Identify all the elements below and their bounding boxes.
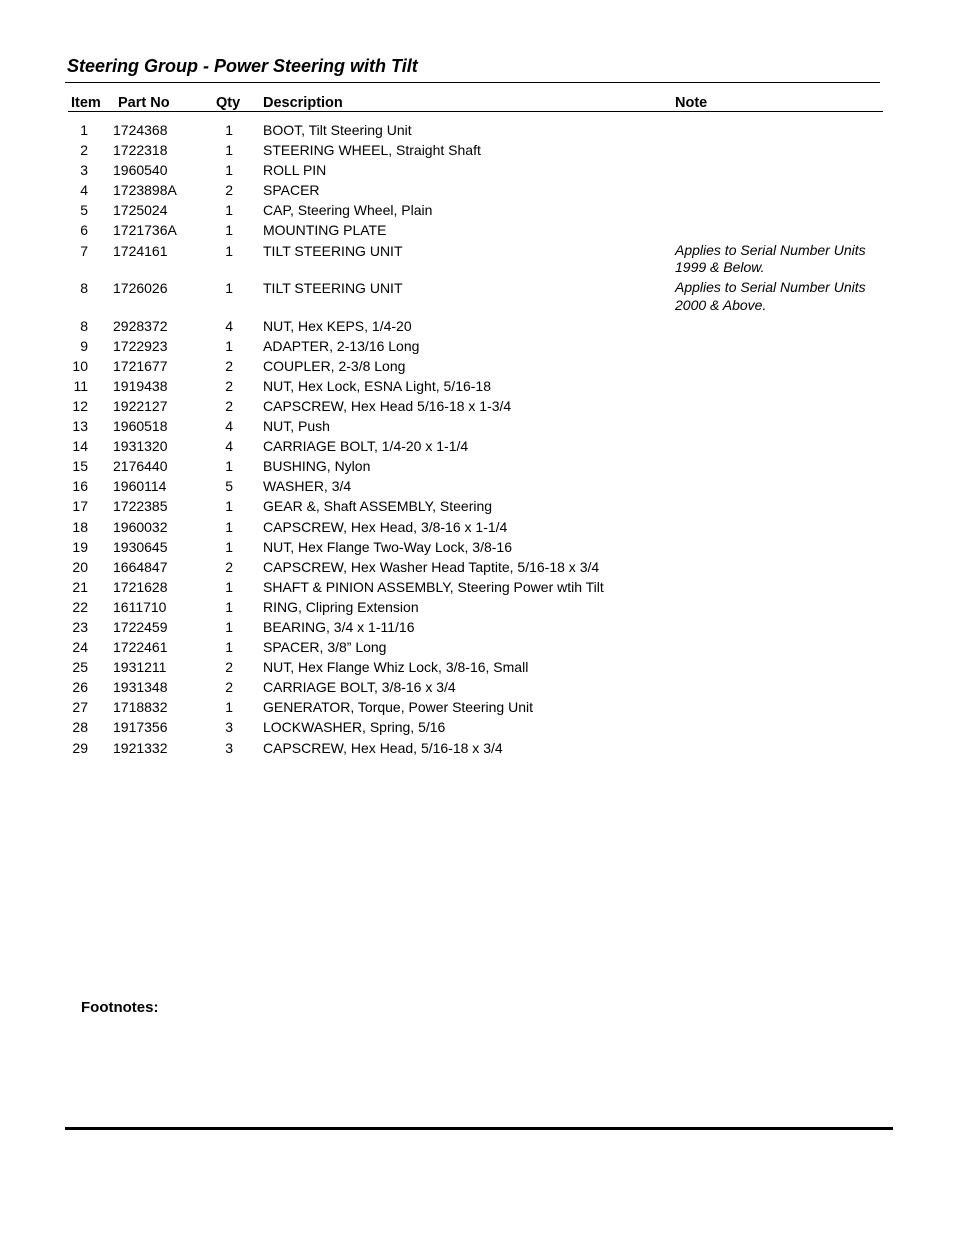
cell-note: Applies to Serial Number Units 2000 & Above. — [675, 279, 866, 313]
cell-item: 8 — [80, 317, 88, 334]
cell-part-no: 2928372 — [113, 317, 168, 334]
cell-description: CAPSCREW, Hex Head 5/16-18 x 1-3/4 — [263, 397, 512, 414]
cell-qty: 2 — [225, 679, 233, 696]
cell-item: 24 — [72, 639, 88, 656]
cell-qty: 3 — [225, 719, 233, 736]
header-qty: Qty — [216, 95, 241, 111]
cell-qty: 3 — [225, 739, 233, 756]
cell-description: SHAFT & PINION ASSEMBLY, Steering Power wtih Tilt — [263, 578, 604, 595]
cell-description: CARRIAGE BOLT, 1/4-20 x 1-1/4 — [263, 438, 469, 455]
cell-description: CAP, Steering Wheel, Plain — [263, 202, 433, 219]
table-row — [0, 337, 954, 357]
cell-part-no: 1725024 — [113, 202, 168, 219]
table-row — [0, 141, 954, 161]
cell-qty: 1 — [225, 242, 233, 259]
cell-qty: 1 — [225, 280, 233, 297]
cell-qty: 1 — [225, 337, 233, 354]
cell-qty: 1 — [225, 598, 233, 615]
table-row — [0, 658, 954, 678]
cell-description: BOOT, Tilt Steering Unit — [263, 122, 412, 138]
cell-part-no: 1960540 — [113, 162, 168, 179]
cell-description: NUT, Push — [263, 418, 330, 435]
cell-description: CARRIAGE BOLT, 3/8-16 x 3/4 — [263, 679, 456, 696]
cell-item: 9 — [80, 337, 88, 354]
bottom-rule — [65, 1127, 893, 1130]
cell-description: STEERING WHEEL, Straight Shaft — [263, 142, 481, 159]
cell-description: NUT, Hex Flange Two-Way Lock, 3/8-16 — [263, 538, 512, 555]
cell-qty: 1 — [225, 202, 233, 219]
cell-qty: 1 — [225, 162, 233, 179]
cell-description: ADAPTER, 2-13/16 Long — [263, 337, 420, 354]
cell-qty: 1 — [225, 498, 233, 515]
cell-qty: 2 — [225, 558, 233, 575]
cell-description: RING, Clipring Extension — [263, 598, 419, 615]
cell-part-no: 1917356 — [113, 719, 168, 736]
table-row — [0, 477, 954, 497]
cell-item: 18 — [72, 518, 88, 535]
cell-item: 2 — [80, 142, 88, 159]
cell-qty: 1 — [225, 618, 233, 635]
cell-part-no: 1921332 — [113, 739, 168, 756]
cell-description: SPACER, 3/8” Long — [263, 639, 387, 656]
cell-part-no: 1722461 — [113, 639, 168, 656]
header-part-no: Part No — [118, 95, 170, 111]
cell-qty: 1 — [225, 518, 233, 535]
cell-qty: 1 — [225, 538, 233, 555]
cell-part-no: 2176440 — [113, 458, 168, 475]
cell-part-no: 1664847 — [113, 558, 168, 575]
table-row — [0, 638, 954, 658]
cell-part-no: 1931348 — [113, 679, 168, 696]
parts-table — [0, 121, 954, 759]
cell-description: LOCKWASHER, Spring, 5/16 — [263, 719, 446, 736]
cell-item: 29 — [72, 739, 88, 756]
cell-part-no: 1931320 — [113, 438, 168, 455]
cell-part-no: 1722318 — [113, 142, 168, 159]
cell-note: Applies to Serial Number Units 1999 & Below. — [675, 241, 866, 276]
cell-item: 23 — [72, 618, 88, 635]
cell-qty: 1 — [225, 142, 233, 159]
table-row — [0, 161, 954, 181]
cell-qty: 2 — [225, 357, 233, 374]
cell-part-no: 1722923 — [113, 337, 168, 354]
cell-part-no: 1721677 — [113, 357, 168, 374]
cell-part-no: 1726026 — [113, 280, 168, 297]
header-note: Note — [675, 95, 708, 111]
cell-description: GENERATOR, Torque, Power Steering Unit — [263, 699, 533, 716]
footnotes-label: Footnotes: — [81, 999, 159, 1016]
cell-qty: 5 — [225, 478, 233, 495]
cell-item: 16 — [72, 478, 88, 495]
cell-qty: 1 — [225, 699, 233, 716]
table-row — [0, 121, 954, 141]
cell-item: 3 — [80, 162, 88, 179]
cell-qty: 2 — [225, 659, 233, 676]
cell-item: 25 — [72, 659, 88, 676]
title-rule — [65, 82, 880, 83]
cell-part-no: 1930645 — [113, 538, 168, 555]
cell-part-no: 1723898A — [113, 182, 177, 199]
cell-description: TILT STEERING UNIT — [263, 242, 403, 259]
cell-part-no: 1721736A — [113, 222, 177, 239]
cell-part-no: 1611710 — [113, 598, 167, 615]
table-row — [0, 377, 954, 397]
header-rule — [68, 111, 883, 112]
cell-description: TILT STEERING UNIT — [263, 280, 403, 297]
cell-qty: 4 — [225, 438, 233, 455]
cell-description: NUT, Hex Flange Whiz Lock, 3/8-16, Small — [263, 659, 529, 676]
cell-item: 20 — [72, 558, 88, 575]
cell-qty: 1 — [225, 222, 233, 239]
cell-qty: 2 — [225, 182, 233, 199]
cell-description: BEARING, 3/4 x 1-11/16 — [263, 618, 415, 635]
cell-part-no: 1960114 — [113, 478, 167, 495]
cell-description: COUPLER, 2-3/8 Long — [263, 357, 406, 374]
cell-description: NUT, Hex Lock, ESNA Light, 5/16-18 — [263, 377, 491, 394]
cell-item: 12 — [72, 397, 88, 414]
table-row — [0, 437, 954, 457]
cell-part-no: 1960518 — [113, 418, 168, 435]
cell-item: 13 — [72, 418, 88, 435]
cell-part-no: 1922127 — [113, 397, 168, 414]
cell-item: 21 — [72, 578, 88, 595]
cell-qty: 1 — [225, 122, 233, 138]
table-row — [0, 317, 954, 337]
table-row — [0, 221, 954, 241]
cell-item: 4 — [80, 182, 88, 199]
header-description: Description — [263, 95, 343, 111]
table-row — [0, 279, 954, 317]
cell-item: 17 — [72, 498, 88, 515]
cell-qty: 1 — [225, 578, 233, 595]
cell-part-no: 1721628 — [113, 578, 168, 595]
cell-part-no: 1718832 — [113, 699, 168, 716]
cell-description: CAPSCREW, Hex Head, 3/8-16 x 1-1/4 — [263, 518, 508, 535]
cell-item: 19 — [72, 538, 88, 555]
cell-item: 5 — [80, 202, 88, 219]
table-row — [0, 417, 954, 437]
cell-qty: 1 — [225, 458, 233, 475]
cell-qty: 2 — [225, 397, 233, 414]
table-row — [0, 242, 954, 280]
cell-part-no: 1724161 — [113, 242, 168, 259]
cell-part-no: 1919438 — [113, 377, 168, 394]
table-row — [0, 397, 954, 417]
cell-qty: 4 — [225, 418, 233, 435]
cell-item: 1 — [80, 122, 88, 138]
table-row — [0, 618, 954, 638]
cell-item: 10 — [72, 357, 88, 374]
cell-qty: 1 — [225, 639, 233, 656]
cell-item: 22 — [72, 598, 88, 615]
cell-item: 7 — [80, 242, 88, 259]
cell-item: 8 — [80, 280, 88, 297]
cell-part-no: 1960032 — [113, 518, 168, 535]
cell-part-no: 1722459 — [113, 618, 168, 635]
table-row — [0, 181, 954, 201]
cell-description: CAPSCREW, Hex Washer Head Taptite, 5/16-18 x 3/4 — [263, 558, 600, 575]
cell-description: NUT, Hex KEPS, 1/4-20 — [263, 317, 412, 334]
cell-item: 14 — [72, 438, 88, 455]
cell-description: GEAR &, Shaft ASSEMBLY, Steering — [263, 498, 493, 515]
cell-description: BUSHING, Nylon — [263, 458, 371, 475]
table-row — [0, 678, 954, 698]
table-row — [0, 497, 954, 517]
table-row — [0, 718, 954, 738]
cell-item: 27 — [72, 699, 88, 716]
cell-part-no: 1722385 — [113, 498, 168, 515]
page-title: Steering Group - Power Steering with Tilt — [67, 56, 418, 76]
table-row — [0, 201, 954, 221]
header-item: Item — [71, 95, 101, 111]
cell-item: 26 — [72, 679, 88, 696]
table-row — [0, 698, 954, 718]
cell-description: CAPSCREW, Hex Head, 5/16-18 x 3/4 — [263, 739, 503, 756]
table-row — [0, 739, 954, 759]
cell-description: MOUNTING PLATE — [263, 222, 387, 239]
table-row — [0, 578, 954, 598]
cell-item: 28 — [72, 719, 88, 736]
table-row — [0, 457, 954, 477]
table-row — [0, 538, 954, 558]
table-row — [0, 558, 954, 578]
cell-description: ROLL PIN — [263, 162, 327, 179]
cell-description: SPACER — [263, 182, 320, 199]
table-row — [0, 357, 954, 377]
cell-part-no: 1931211 — [113, 659, 167, 676]
cell-item: 15 — [72, 458, 88, 475]
cell-item: 6 — [80, 222, 88, 239]
cell-qty: 2 — [225, 377, 233, 394]
cell-part-no: 1724368 — [113, 122, 168, 138]
cell-item: 11 — [73, 377, 88, 394]
cell-description: WASHER, 3/4 — [263, 478, 352, 495]
table-row — [0, 598, 954, 618]
cell-qty: 4 — [225, 317, 233, 334]
table-row — [0, 518, 954, 538]
